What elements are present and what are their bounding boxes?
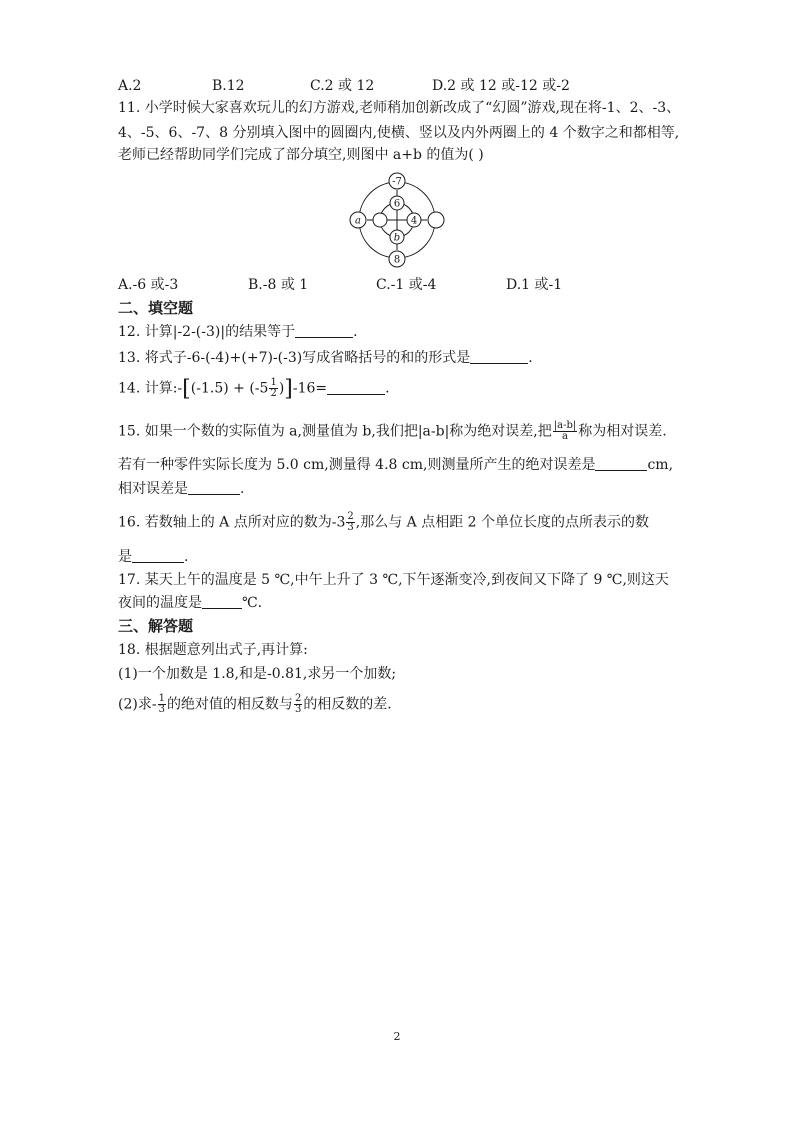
q14-left-bracket: [ (182, 376, 191, 402)
q13-text: 13. 将式子-6-(-4)+(+7)-(-3)写成省略括号的和的形式是 (118, 350, 471, 366)
q18-part-1: (1)一个加数是 1.8,和是-0.81,求另一个加数; (118, 666, 397, 682)
q15-text-4: 相对误差是 (118, 481, 188, 497)
page-number: 2 (393, 1030, 401, 1043)
q12 (118, 322, 358, 342)
label-inner-top: 6 (393, 198, 401, 210)
q14-term-2-close: ) (278, 380, 285, 397)
q14-term-1: (-1.5) (190, 380, 229, 397)
q18-part-2-text-1: (2)求- (118, 696, 157, 713)
q16-frac-num: 2 (347, 511, 354, 522)
q18-part-2-text-3: 的相反数的差. (303, 696, 392, 713)
q15-text-1: 15. 如果一个数的实际值为 a,测量值为 b,我们把|a-b|称为绝对误差,把 (118, 423, 552, 440)
label-inner-bottom: b (393, 232, 401, 244)
q15-absolute-error-blank (595, 456, 647, 471)
q11-option-d: D.1 或-1 (506, 277, 563, 293)
q15-unit: cm, (647, 457, 674, 473)
q14-tail: -16= (292, 380, 328, 397)
q16-text-2: ,那么与 A 点相距 2 个单位长度的点所表示的数 (355, 514, 650, 531)
q11-option-a: A.-6 或-3 (118, 277, 179, 293)
q17-answer-blank (202, 594, 242, 609)
magic-circle-figure (345, 168, 449, 272)
q18-fraction-1 (158, 694, 166, 715)
q14-right-bracket: ] (284, 376, 293, 402)
circle-right (428, 212, 444, 228)
q14-text: 14. 计算:- (118, 380, 183, 397)
q15-fraction (553, 421, 577, 442)
q14 (118, 378, 390, 400)
q16-text-3: 是 (118, 549, 132, 565)
q13 (118, 348, 533, 368)
circle-inner-left (373, 213, 387, 227)
q13-suffix: . (528, 350, 533, 366)
q18-frac1-num: 1 (158, 693, 165, 704)
q16-text-1: 16. 若数轴上的 A 点所对应的数为-3 (118, 514, 346, 531)
q15-text-3: 若有一种零件实际长度为 5.0 cm,测量得 4.8 cm,则测量所产生的绝对误差是 (118, 457, 596, 473)
q17-text: 夜间的温度是 (118, 595, 202, 611)
q14-term-2-open: (-5 (249, 380, 269, 397)
q11-line-1: 11. 小学时候大家喜欢玩儿的幻方游戏,老师稍加创新改成了“幻圆”游戏,现在将-1、2、-3、 (118, 100, 681, 116)
q17-line-1: 17. 某天上午的温度是 5 ℃,中午上升了 3 ℃,下午逐渐变冷,到夜间又下降了 9 ℃,则这天 (118, 572, 669, 588)
q10-option-d: D.2 或 12 或-12 或-2 (432, 78, 570, 94)
q18-frac2-num: 2 (294, 693, 302, 704)
q10-option-c: C.2 或 12 (310, 78, 375, 94)
q16-line-1 (118, 512, 649, 533)
q18-part-2-text-2: 的绝对值的相反数与 (166, 696, 293, 713)
q12-answer-blank (295, 323, 353, 338)
q12-suffix: . (353, 324, 358, 340)
q14-fraction (269, 378, 277, 399)
q10-option-b: B.12 (212, 78, 245, 94)
q18-fraction-2 (294, 694, 302, 715)
q14-frac-den: 2 (270, 388, 277, 399)
q18-part-2 (118, 694, 392, 715)
q18-frac2-den: 3 (294, 704, 302, 715)
q15-frac-num: |a-b| (553, 420, 577, 431)
label-bottom: 8 (393, 254, 401, 266)
q16-line-2 (118, 547, 188, 567)
q11-option-b: B.-8 或 1 (248, 277, 309, 293)
q18-frac1-den: 3 (158, 704, 165, 715)
q14-plus: + (228, 380, 250, 397)
q13-answer-blank (470, 349, 528, 364)
q16-suffix: . (184, 549, 189, 565)
q15-frac-den: a (562, 431, 568, 442)
q15-line-1 (118, 421, 667, 442)
q17-suffix: ℃. (242, 595, 263, 611)
q14-answer-blank (327, 380, 385, 395)
label-left: a (355, 215, 361, 227)
q12-text: 12. 计算|-2-(-3)|的结果等于 (118, 324, 296, 340)
q11-line-2: 4、-5、6、-7、8 分别填入图中的圆圈内,使横、竖以及内外两圈上的 4 个数字之和都相等, (118, 125, 680, 141)
q18-line-1: 18. 根据题意列出式子,再计算: (118, 642, 308, 658)
q15-line-2 (118, 455, 673, 475)
q16-frac-den: 3 (347, 522, 354, 533)
q11-line-3: 老师已经帮助同学们完成了部分填空,则图中 a+b 的值为( ) (118, 147, 484, 163)
label-top: -7 (392, 176, 402, 188)
q15-relative-error-blank (188, 480, 240, 495)
q15-suffix: . (240, 481, 245, 497)
q10-option-a: A.2 (118, 78, 142, 94)
q17-line-2 (118, 593, 262, 613)
q11-option-c: C.-1 或-4 (376, 277, 437, 293)
section-fill-in-title: 二、填空题 (118, 299, 194, 317)
q16-answer-blank (132, 548, 184, 563)
q16-fraction (346, 512, 354, 533)
q15-line-3 (118, 479, 244, 499)
label-inner-right: 4 (410, 215, 418, 227)
section-answer-title: 三、解答题 (118, 617, 194, 635)
q14-suffix: . (385, 380, 390, 397)
q14-frac-num: 1 (270, 377, 277, 388)
q15-text-2: 称为相对误差. (578, 423, 667, 440)
